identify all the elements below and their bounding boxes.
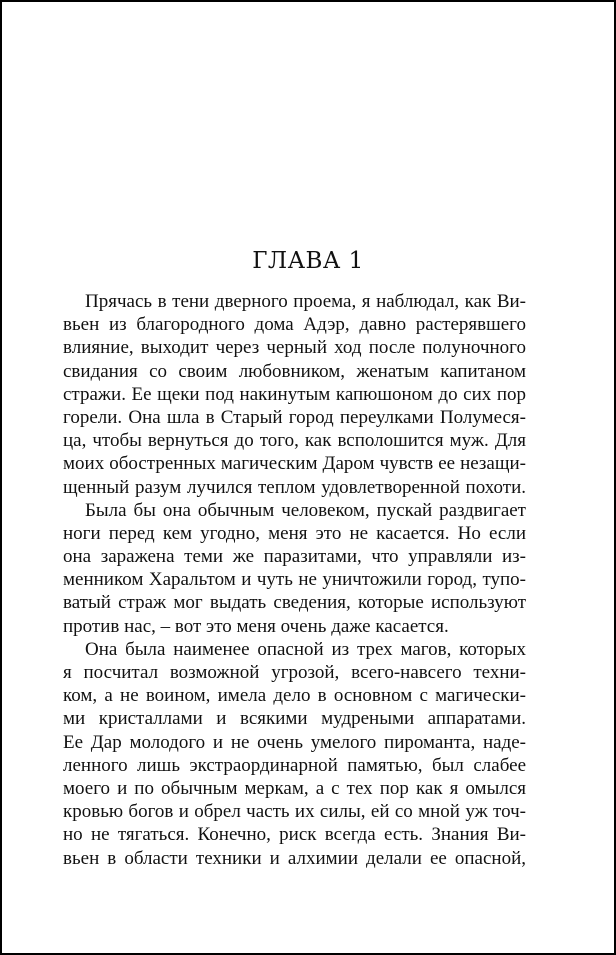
text-line: менником Харальтом и чуть не уничтожили город, тупо-	[63, 569, 526, 591]
text-line: кровью богов и обрел часть их силы, ей со мной уж точ-	[63, 801, 526, 823]
text-line: ца, чтобы вернуться до того, как всполошится муж. Для	[63, 430, 526, 452]
text-line: щенный разум лучился теплом удовлетворенной похоти.	[63, 476, 526, 498]
text-line: против нас, – вот это меня очень даже касается.	[63, 615, 449, 637]
text-line: Она была наименее опасной из трех магов, которых	[85, 638, 526, 660]
text-line: Прячась в тени дверного проема, я наблюдал, как Ви-	[85, 291, 526, 312]
text-line: свидания со своим любовником, женатым капитаном	[63, 360, 526, 382]
text-line: ноги перед кем угодно, меня это не касается. Но если	[63, 522, 526, 544]
text-line: стражи. Ее щеки под накинутым капюшоном до сих пор	[63, 383, 526, 405]
text-line: моих обостренных магическим Даром чувств ее незащи-	[63, 453, 526, 475]
text-line: ватый страж мог выдать сведения, которые используют	[63, 592, 526, 614]
text-line: Ее Дар молодого и не очень умелого пироманта, наде-	[63, 731, 526, 753]
text-line: вьен в области техники и алхимии делали ее опасной,	[63, 847, 526, 869]
text-line: ком, а не воином, имела дело в основном с магически-	[63, 685, 526, 707]
text-line: Была бы она обычным человеком, пускай раздвигает	[85, 499, 526, 521]
text-line: я посчитал возможной угрозой, всего-навсего техни-	[63, 662, 526, 683]
text-line: моего и по обычным меркам, а с тех пор как я омылся	[63, 777, 526, 799]
chapter-title: ГЛАВА 1	[252, 248, 364, 274]
text-line: но не тягаться. Конечно, риск всегда есть. Знания Ви-	[63, 824, 526, 846]
text-line: вьен из благородного дома Адэр, давно растерявшего	[63, 314, 526, 336]
text-line: она заражена теми же паразитами, что управляли из-	[63, 546, 526, 568]
text-line: ленного лишь экстраординарной памятью, был слабее	[63, 754, 526, 776]
body-text	[63, 290, 526, 870]
text-line: влияние, выходит через черный ход после полуночного	[63, 337, 526, 359]
text-line: ми кристаллами и всякими мудреными аппаратами.	[63, 708, 526, 730]
text-line: горели. Она шла в Старый город переулками Полумеся-	[63, 406, 526, 428]
